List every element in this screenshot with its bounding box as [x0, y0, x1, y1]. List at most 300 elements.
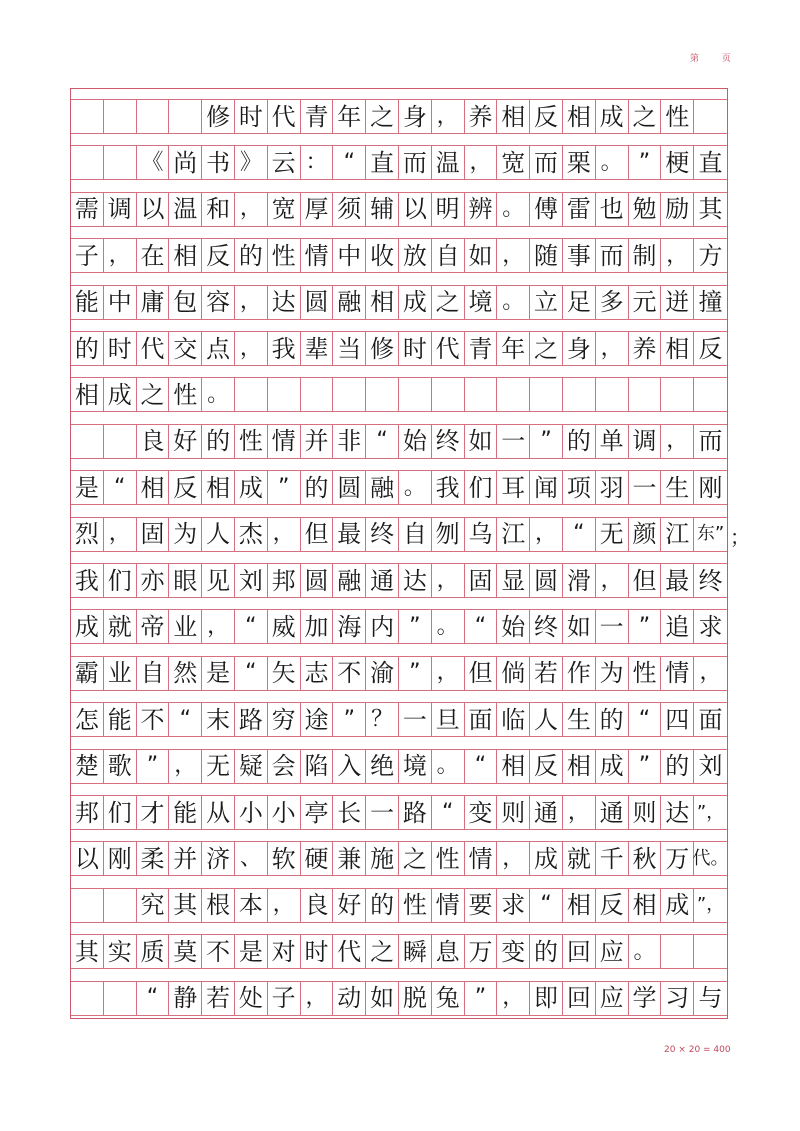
grid-cell: 的 [366, 889, 399, 922]
grid-cell: 终 [432, 425, 465, 458]
grid-cell-empty [71, 425, 104, 458]
grid-cell: 养 [465, 100, 498, 133]
grid-cell: 直 [366, 146, 399, 179]
grid-cell: 良 [137, 425, 170, 458]
grid-cell: 刎 [432, 518, 465, 551]
grid-cell-empty [432, 378, 465, 411]
grid-cell: 闻 [530, 471, 563, 504]
grid-cell-empty [71, 982, 104, 1015]
grid-cell: ， [432, 657, 465, 690]
grid-cell: 本 [235, 889, 268, 922]
grid-cell: 境 [399, 750, 432, 783]
grid-cell: 刚 [104, 842, 137, 875]
grid-cell: 兔 [432, 982, 465, 1015]
grid-cell: 楚 [71, 750, 104, 783]
grid-cell-empty [366, 378, 399, 411]
grid-cell: 相 [563, 750, 596, 783]
grid-cell: 相 [629, 889, 662, 922]
grid-cell: “ [137, 982, 170, 1015]
grid-cell: 加 [301, 610, 334, 643]
grid-cell: 动 [333, 982, 366, 1015]
grid-cell: 身 [399, 100, 432, 133]
grid-cell: 若 [202, 982, 235, 1015]
grid-cell: “ [432, 796, 465, 829]
grid-cell: ， [104, 518, 137, 551]
grid-cell: 多 [596, 286, 629, 319]
grid-cell: 圆 [333, 471, 366, 504]
grid-cell: 成 [596, 750, 629, 783]
grid-cell: 才 [137, 796, 170, 829]
grid-cell: ， [301, 982, 334, 1015]
grid-cell: 《 [137, 146, 170, 179]
page-number-label: 第 页 [690, 54, 741, 64]
grid-cell: 达 [268, 286, 301, 319]
grid-cell: 为 [169, 518, 202, 551]
grid-cell-empty [694, 935, 727, 968]
grid-cell: ， [563, 796, 596, 829]
grid-cell: ”， [696, 894, 725, 916]
grid-cell: 辈 [301, 332, 334, 365]
grid-cell: 年 [333, 100, 366, 133]
grid-row [71, 981, 727, 1016]
grid-cell: 庸 [137, 286, 170, 319]
grid-cell: 生 [563, 703, 596, 736]
grid-cell: 固 [465, 564, 498, 597]
grid-cell: 根 [202, 889, 235, 922]
grid-cell: 相 [497, 750, 530, 783]
grid-cell: ” [137, 750, 170, 783]
grid-cell-empty [694, 100, 727, 133]
grid-cell: 。 [432, 610, 465, 643]
grid-cell: ？ [366, 703, 399, 736]
grid-row [71, 238, 727, 273]
grid-cell: 养 [629, 332, 662, 365]
grid-cell: 我 [268, 332, 301, 365]
grid-cell: 相 [137, 471, 170, 504]
grid-cell: 之 [366, 935, 399, 968]
grid-cell: 万 [661, 842, 694, 875]
grid-cell: 书 [202, 146, 235, 179]
grid-cell: 的 [661, 750, 694, 783]
grid-cell: 最 [661, 564, 694, 597]
grid-cell: ， [497, 239, 530, 272]
grid-cell: 通 [530, 796, 563, 829]
grid-cell: 然 [169, 657, 202, 690]
grid-cell: 性 [432, 842, 465, 875]
grid-cell-empty [268, 378, 301, 411]
grid-cell: 若 [530, 657, 563, 690]
grid-cell: 临 [497, 703, 530, 736]
grid-cell: 瞬 [399, 935, 432, 968]
grid-cell: 业 [169, 610, 202, 643]
grid-cell: 的 [235, 239, 268, 272]
grid-cell: 是 [202, 657, 235, 690]
grid-cell: 变 [465, 796, 498, 829]
grid-cell: 济 [202, 842, 235, 875]
grid-cell: 柔 [137, 842, 170, 875]
grid-cell: 帝 [137, 610, 170, 643]
grid-cell: 从 [202, 796, 235, 829]
grid-cell: 直 [698, 148, 723, 177]
grid-cell: 一 [596, 610, 629, 643]
grid-cell: 相 [202, 471, 235, 504]
grid-cell: 们 [104, 564, 137, 597]
grid-cell: 交 [169, 332, 202, 365]
grid-cell: 成 [104, 378, 137, 411]
grid-row [71, 424, 727, 459]
grid-cell: 烈 [71, 518, 104, 551]
grid-cell: 自 [432, 239, 465, 272]
grid-cell-empty [530, 378, 563, 411]
grid-cell: 的 [596, 703, 629, 736]
grid-cell: 以 [137, 193, 170, 226]
grid-cell: 如 [465, 239, 498, 272]
grid-cell: 元 [629, 286, 662, 319]
grid-cell: 不 [333, 657, 366, 690]
grid-cell-empty [497, 378, 530, 411]
grid-cell: 身 [563, 332, 596, 365]
grid-cell: 。 [497, 193, 530, 226]
grid-cell-empty [137, 100, 170, 133]
grid-cell: 矢 [268, 657, 301, 690]
grid-cell: ， [596, 564, 629, 597]
grid-cell: 。 [399, 471, 432, 504]
grid-cell: ， [530, 518, 563, 551]
grid-cell: ” [399, 610, 432, 643]
grid-cell: 与 [698, 984, 723, 1013]
grid-row [71, 795, 727, 830]
grid-cell: 怎 [71, 703, 104, 736]
grid-cell: 自 [137, 657, 170, 690]
grid-cell: 随 [530, 239, 563, 272]
grid-cell: 们 [104, 796, 137, 829]
grid-cell: 代 [268, 100, 301, 133]
grid-cell: 以 [399, 193, 432, 226]
grid-cell: 威 [268, 610, 301, 643]
grid-row [71, 285, 727, 320]
grid-cell: 江 [661, 518, 694, 551]
grid-cell: 成 [596, 100, 629, 133]
grid-cell: “ [465, 610, 498, 643]
grid-cell: 放 [399, 239, 432, 272]
grid-cell: 疑 [235, 750, 268, 783]
grid-cell: 而 [698, 427, 723, 456]
grid-cell: 温 [432, 146, 465, 179]
grid-cell: 始 [497, 610, 530, 643]
grid-cell: 就 [563, 842, 596, 875]
grid-cell: 通 [596, 796, 629, 829]
grid-cell: 不 [137, 703, 170, 736]
grid-cell: ”， [696, 801, 725, 823]
grid-cell: ， [104, 239, 137, 272]
grid-cell-empty [104, 146, 137, 179]
grid-cell: 梗 [661, 146, 694, 179]
grid-cell: 倘 [497, 657, 530, 690]
grid-cell: 羽 [596, 471, 629, 504]
grid-cell: 情 [465, 842, 498, 875]
grid-cell: 温 [169, 193, 202, 226]
grid-cell: 须 [333, 193, 366, 226]
grid-cell: 需 [71, 193, 104, 226]
grid-cell: 我 [71, 564, 104, 597]
grid-cell: “ [530, 889, 563, 922]
grid-cell: 成 [399, 286, 432, 319]
grid-cell: 青 [301, 100, 334, 133]
grid-cell: 勉 [629, 193, 662, 226]
grid-cell: 成 [235, 471, 268, 504]
grid-cell: ， [235, 286, 268, 319]
grid-cell: ， [235, 332, 268, 365]
grid-row [71, 517, 727, 552]
grid-row [71, 609, 727, 644]
grid-row [71, 470, 727, 505]
grid-cell: 。 [596, 146, 629, 179]
grid-cell: 耳 [497, 471, 530, 504]
grid-cell: 入 [333, 750, 366, 783]
grid-cell-empty [104, 425, 137, 458]
grid-cell: 息 [432, 935, 465, 968]
grid-cell: 的 [202, 425, 235, 458]
grid-cell: ” [268, 471, 301, 504]
grid-row [71, 841, 727, 876]
grid-cell: 方 [698, 241, 723, 270]
grid-cell: 辅 [366, 193, 399, 226]
grid-cell: 中 [333, 239, 366, 272]
grid-cell-empty [563, 378, 596, 411]
grid-cell: 修 [366, 332, 399, 365]
grid-cell-empty [104, 889, 137, 922]
grid-cell: 终 [698, 566, 723, 595]
grid-row [71, 331, 727, 366]
grid-cell: 和 [202, 193, 235, 226]
grid-cell: 厚 [301, 193, 334, 226]
grid-cell: 代 [432, 332, 465, 365]
grid-cell: 无 [596, 518, 629, 551]
grid-cell: 颜 [629, 518, 662, 551]
grid-cell: 圆 [530, 564, 563, 597]
grid-cell: 好 [169, 425, 202, 458]
grid-cell: 一 [399, 703, 432, 736]
grid-cell: ， [497, 982, 530, 1015]
grid-cell: 。 [629, 935, 662, 968]
grid-cell: 志 [301, 657, 334, 690]
grid-cell: 之 [137, 378, 170, 411]
grid-cell: 其 [71, 935, 104, 968]
grid-cell: ” [629, 750, 662, 783]
grid-cell: 。 [497, 286, 530, 319]
grid-cell: 的 [71, 332, 104, 365]
grid-cell: ， [432, 564, 465, 597]
grid-cell: 万 [465, 935, 498, 968]
grid-row [71, 192, 727, 227]
grid-cell: 邦 [71, 796, 104, 829]
grid-cell: 们 [465, 471, 498, 504]
grid-cell: 最 [333, 518, 366, 551]
grid-cell: 年 [497, 332, 530, 365]
grid-cell: 制 [629, 239, 662, 272]
grid-cell: 融 [333, 564, 366, 597]
grid-cell: 终 [530, 610, 563, 643]
grid-cell: 穷 [268, 703, 301, 736]
grid-cell-empty [399, 378, 432, 411]
grid-row [71, 656, 727, 691]
grid-cell: 达 [399, 564, 432, 597]
grid-cell: 项 [563, 471, 596, 504]
grid-cell: 内 [366, 610, 399, 643]
grid-cell: “ [235, 657, 268, 690]
grid-cell: 明 [432, 193, 465, 226]
grid-cell: 其 [169, 889, 202, 922]
grid-row [71, 145, 727, 180]
grid-cell: 性 [169, 378, 202, 411]
grid-cell: 如 [465, 425, 498, 458]
grid-row [71, 749, 727, 784]
grid-cell: 调 [629, 425, 662, 458]
grid-cell: 刘 [698, 752, 723, 781]
grid-cell: 足 [563, 286, 596, 319]
grid-cell: 始 [399, 425, 432, 458]
grid-cell: 人 [530, 703, 563, 736]
grid-cell: 单 [596, 425, 629, 458]
grid-cell: 亦 [137, 564, 170, 597]
grid-cell: 相 [563, 889, 596, 922]
grid-cell: 代 [137, 332, 170, 365]
grid-cell: 相 [661, 332, 694, 365]
grid-cell: 霸 [71, 657, 104, 690]
grid-row [71, 377, 727, 412]
grid-cell: 陷 [301, 750, 334, 783]
grid-cell: ， [699, 660, 722, 686]
grid-cell: 显 [497, 564, 530, 597]
grid-cell: 绝 [366, 750, 399, 783]
grid-cell: 但 [629, 564, 662, 597]
grid-cell: 渝 [366, 657, 399, 690]
grid-cell: 就 [104, 610, 137, 643]
grid-cell: ” [465, 982, 498, 1015]
grid-cell: “ [333, 146, 366, 179]
grid-cell: 能 [71, 286, 104, 319]
grid-cell: “ [563, 518, 596, 551]
grid-cell: 成 [661, 889, 694, 922]
grid-cell: 追 [661, 610, 694, 643]
grid-cell: 小 [268, 796, 301, 829]
grid-cell-empty [661, 935, 694, 968]
grid-cell: 习 [661, 982, 694, 1015]
grid-cell: 立 [530, 286, 563, 319]
grid-cell: ， [268, 518, 301, 551]
grid-cell: 施 [366, 842, 399, 875]
grid-cell: 时 [235, 100, 268, 133]
grid-cell: 海 [333, 610, 366, 643]
grid-cell: 的 [530, 935, 563, 968]
grid-cell: 固 [137, 518, 170, 551]
grid-cell: 好 [333, 889, 366, 922]
grid-cell: 栗 [563, 146, 596, 179]
grid-cell-empty [661, 378, 694, 411]
grid-cell: 之 [530, 332, 563, 365]
grid-cell: 成 [71, 610, 104, 643]
grid-cell: 代。 [692, 847, 729, 869]
grid-cell: 收 [366, 239, 399, 272]
grid-cell: ， [661, 239, 694, 272]
grid-cell: 之 [629, 100, 662, 133]
grid-cell-empty [235, 378, 268, 411]
grid-cell: 宽 [268, 193, 301, 226]
grid-cell: ” [399, 657, 432, 690]
grid-cell: 情 [301, 239, 334, 272]
grid-cell: 云 [268, 146, 301, 179]
grid-cell: 而 [399, 146, 432, 179]
grid-cell: 实 [104, 935, 137, 968]
grid-row [71, 934, 727, 969]
grid-cell: 反 [530, 100, 563, 133]
grid-cell: 雷 [563, 193, 596, 226]
grid-cell: 子 [71, 239, 104, 272]
grid-cell: 刚 [698, 473, 723, 502]
grid-cell: “ [465, 750, 498, 783]
grid-cell: 要 [465, 889, 498, 922]
grid-cell: 为 [596, 657, 629, 690]
grid-cell-empty [71, 100, 104, 133]
grid-cell: 宽 [497, 146, 530, 179]
grid-cell: 四 [661, 703, 694, 736]
grid-cell: ， [465, 146, 498, 179]
grid-cell: 莫 [169, 935, 202, 968]
grid-cell: 如 [366, 982, 399, 1015]
grid-cell: 反 [596, 889, 629, 922]
grid-cell: 容 [202, 286, 235, 319]
grid-cell: 刘 [235, 564, 268, 597]
grid-cell: 相 [71, 378, 104, 411]
grid-cell: 代 [333, 935, 366, 968]
grid-cell: 并 [169, 842, 202, 875]
grid-cell: 点 [202, 332, 235, 365]
grid-cell-empty [71, 146, 104, 179]
grid-cell: ， [169, 750, 202, 783]
grid-cell: 子 [268, 982, 301, 1015]
grid-cell: ， [268, 889, 301, 922]
grid-cell: 时 [104, 332, 137, 365]
grid-cell: 应 [596, 982, 629, 1015]
grid-cell: 包 [169, 286, 202, 319]
grid-cell: 反 [698, 334, 723, 363]
grid-cell: 生 [661, 471, 694, 504]
grid-cell: ” [629, 146, 662, 179]
grid-cell: 学 [629, 982, 662, 1015]
grid-cell: 业 [104, 657, 137, 690]
grid-cell: 反 [202, 239, 235, 272]
grid-cell: 傅 [530, 193, 563, 226]
grid-cell: 面 [465, 703, 498, 736]
grid-cell: 硬 [301, 842, 334, 875]
grid-cell: 情 [661, 657, 694, 690]
grid-cell: ， [235, 193, 268, 226]
grid-cell: “ [629, 703, 662, 736]
grid-cell-empty [629, 378, 662, 411]
grid-cell: 千 [596, 842, 629, 875]
grid-cell: 。 [432, 750, 465, 783]
margin-punctuation: ； [730, 524, 750, 549]
grid-cell: 是 [235, 935, 268, 968]
grid-cell: 而 [596, 239, 629, 272]
grid-cell: 无 [202, 750, 235, 783]
grid-cell: 。 [202, 378, 235, 411]
grid-cell: 乌 [465, 518, 498, 551]
grid-cell: 对 [268, 935, 301, 968]
grid-cell: 性 [629, 657, 662, 690]
grid-cell: 眼 [169, 564, 202, 597]
grid-cell: 杰 [235, 518, 268, 551]
